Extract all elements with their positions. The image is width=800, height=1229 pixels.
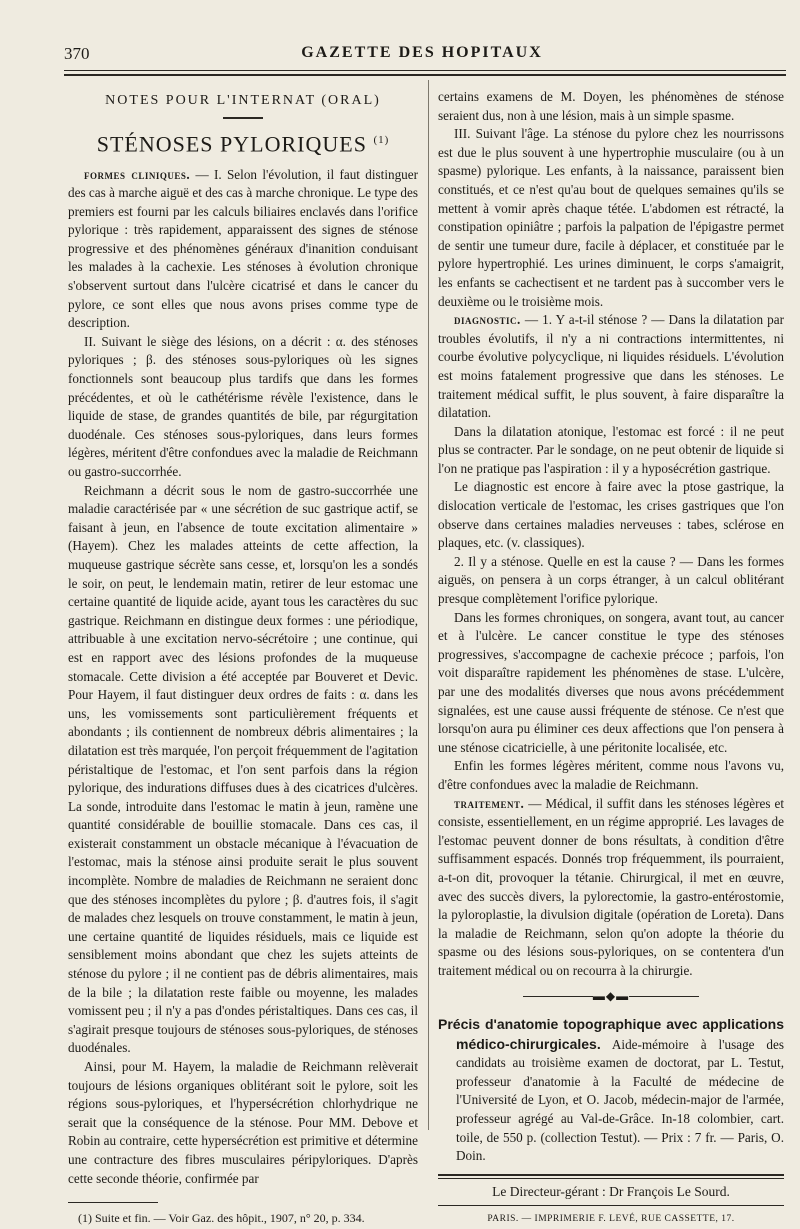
column-divider bbox=[428, 80, 429, 1130]
printer-line: PARIS. — IMPRIMERIE F. LEVÉ, RUE CASSETTE, 17. bbox=[487, 1214, 735, 1225]
paragraph-reichmann: Reichmann a décrit sous le nom de gastro-succorrhée une maladie caractérisée par « une sécrétion de suc gastrique actif, se faisant à jeun, en l'absence de toute excitation alimentaire » (Hayem). Chez les malades atteints de cette affection, la muqueuse gastrique sécrète sans cesse, et, lorsqu'on les a sondés le soir, on peut, le lendemain matin, retirer de leur estomac une certaine quantité de liquide acide, ayant tous les caractères du suc gastrique. Reichmann en distingue deux formes : une périodique, attribuable à une excitation nervo-sécrétoire ; une continue, qui est en rapport avec des lésions profondes de la muqueuse stomacale. Cette division a été acceptée par Bouveret et Devic. Pour Hayem, il faut distinguer deux ordres de faits : α. dans les uns, les vomissements sont particulièrement fréquents et abondants ; ils contiennent de nombreux débris alimentaires ; la dilatation est très marquée, l'on perçoit fréquemment de l'agitation péristaltique de l'estomac, et l'on sent parfois dans la région pylorique, des indurations diffuses dues à des cicatrices d'ulcères. La sonde, introduite dans l'estomac le matin à jeun, ramène une quantité considérable de bouillie stomacale. Dans ces cas, il existerait constamment un obstacle mécanique à l'évacuation de l'estomac, mais la sténose ainsi produite serait le plus souvent incomplète. Nombre de maladies de Reichmann ne seraient donc que des sténoses incomplètes du pylore ; β. d'autres fois, il s'agit de malades chez lesquels on trouve constamment, le matin à jeun, une certaine quantité de liquides résiduels, mais ce liquide est sensiblement moins abondant que chez les sujets atteints de sténose du pylore ; il ne contient pas de débris alimentaires, mais de la bile ; la dilatation reste faible ou moyenne, les malades vomissent peu ; il n'y a pas d'ondes péristaltiques. Dans ces cas, il s'agirait presque toujours de sténoses sous-pyloriques, de sténoses duodénales. bbox=[68, 482, 418, 1056]
section-title: NOTES POUR L'INTERNAT (ORAL) bbox=[105, 93, 381, 108]
paragraph-cause: 2. Il y a sténose. Quelle en est la cause ? — Dans les formes aiguës, on pensera à un corps étranger, à un calcul oblitérant presque complètement l'orifice pylorique. bbox=[438, 553, 784, 607]
article-title-text: STÉNOSES PYLORIQUES bbox=[96, 130, 367, 156]
paragraph-traitement bbox=[438, 795, 784, 981]
director-rule bbox=[438, 1205, 784, 1206]
article-title bbox=[68, 131, 418, 154]
paragraph-legeres: Enfin les formes légères méritent, comme nous l'avons vu, d'être confondues avec la maladie de Reichmann. bbox=[438, 758, 784, 792]
journal-title: GAZETTE DES HOPITAUX bbox=[301, 44, 543, 61]
paragraph-hayem: Ainsi, pour M. Hayem, la maladie de Reichmann relèverait toujours de lésions organiques oblitérant soit le pylore, soit les régions sous-pyloriques, et l'hypersécrétion chlorhydrique ne serait que la conséquence de la sténose. Pour MM. Debove et Robin au contraire, cette hypersécrétion est primitive et détermine une contracture des fibres musculaires péripyloriques. D'après cette seconde théorie, confirmée par bbox=[68, 1059, 418, 1186]
article-title-note: (1) bbox=[373, 133, 390, 146]
end-rule-thin bbox=[438, 1178, 784, 1179]
running-head bbox=[64, 44, 780, 66]
paragraph-text: — Médical, il suffit dans les sténoses légères et consiste, essentiellement, en un régime approprié. Les lavages de l'estomac peuvent donner de bons résultats, à condition d'être suffisamment espacés. Donnés trop fréquemment, ils pourraient, a-t-on dit, provoquer la tétanie. Chirurgical, il met en œuvre, avec des succès divers, la pylorectomie, la gastro-entérostomie, la pyloroplastie, la divulsion digitale (opération de Loreta). Dans la maladie de Reichmann, selon qu'on adopte la théorie du spasme ou des lésions sous-pyloriques, on se contentera d'un traitement médical ou on recourra à la chirurgie. bbox=[438, 795, 784, 978]
header-rule bbox=[64, 70, 786, 71]
paragraph-formes bbox=[68, 166, 418, 333]
paragraph-diagnostic bbox=[438, 311, 784, 423]
right-column bbox=[438, 88, 784, 1229]
ornament-divider: ▬◆▬ bbox=[438, 987, 784, 1006]
footnote: (1) Suite et fin. — Voir Gaz. des hôpit., 1907, n° 20, p. 334. bbox=[78, 1211, 365, 1226]
book-description: Aide-mémoire à l'usage des candidats au troisième examen de doctorat, par L. Testut, professeur d'anatomie à la Faculté de médecine de l'Université de Lyon, et O. Jacob, médecin-major de l'armée, professeur agrégé au Val-de-Grâce. In-18 colombier, cart. toile, de 550 p. (collection Testut). — Prix : 7 fr. — Paris, O. Doin. bbox=[456, 1036, 784, 1164]
page-number: 370 bbox=[64, 44, 90, 63]
book-title: Précis d'anatomie topographique avec applications médico-chirurgicales. bbox=[438, 1016, 784, 1052]
title-rule bbox=[223, 117, 263, 119]
book-review bbox=[438, 1015, 784, 1166]
end-rule bbox=[438, 1174, 784, 1176]
heading-traitement: traitement. bbox=[454, 795, 525, 811]
paragraph-ptose: Le diagnostic est encore à faire avec la ptose gastrique, la dislocation verticale de l'estomac, les crises gastriques que l'on observe dans certaines maladies nerveuses : tabes, sclérose en plaques, etc. (v. classiques). bbox=[438, 479, 784, 551]
heading-formes-cliniques: formes cliniques. bbox=[84, 166, 191, 182]
paragraph-doyen: certains examens de M. Doyen, les phénomènes de sténose seraient dus, non à une lésion, mais à un simple spasme. bbox=[438, 89, 784, 123]
footnote-rule bbox=[68, 1202, 158, 1203]
director-line: Le Directeur-gérant : Dr François Le Sourd. bbox=[492, 1183, 730, 1199]
paragraph-atonique: Dans la dilatation atonique, l'estomac est forcé : il ne peut plus se contracter. Par le sondage, on ne peut obtenir de liquide si l'on ne pratique pas l'aspiration : il y a hyposécrétion gastrique. bbox=[438, 423, 784, 476]
paragraph-text: — I. Selon l'évolution, il faut distinguer des cas à marche aiguë et des cas à marche chronique. Le type des premiers est fourni par les calculs biliaires enclavés dans l'orifice pylorique : très rapidement, apparaissent des signes de sténose progressive et des phénomènes généraux d'inanition conduisant les malades à la cachexie. Les sténoses à évolution chronique s'observent surtout dans l'ulcère cicatrisé et dans le cancer du pylore, ce sont elles que nous avons prises comme type de description. bbox=[68, 166, 419, 331]
paragraph-age: III. Suivant l'âge. La sténose du pylore chez les nourrissons est due le plus souvent à une hypertrophie musculaire (ou à un spasme) pylorique. Les enfants, à la naissance, paraissent bien constitués, et ce n'est qu'au bout de quelques semaines qu'ils se mettent à vomir après chaque tétée. L'abdomen est rétracté, la constipation opiniâtre ; parfois la palpation de l'épigastre permet de sentir une tumeur dure, facile à déplacer, et constituée par le pylore hypertrophié. Les urines diminuent, le corps s'amaigrit, les enfants se cachectisent et ne tardent pas à succomber vers le deuxième ou le troisième mois. bbox=[438, 126, 784, 309]
heading-diagnostic: diagnostic. bbox=[454, 312, 521, 328]
left-column bbox=[68, 88, 418, 1228]
paragraph-text: — 1. Y a-t-il sténose ? — Dans la dilatation par troubles évolutifs, il n'y a ni contractions intermittentes, ni courbe évolutive polycyclique, ni liquides résiduels. L'évolution est moins fatalement progressive que dans les sténoses. Le traitement médical suffit, le plus souvent, à faire disparaître la dilatation. bbox=[438, 312, 784, 421]
paragraph-chroniques: Dans les formes chroniques, on songera, avant tout, au cancer et à l'ulcère. Le cancer constitue le type des sténoses progressives, s'accompagne de cachexie précoce ; parfois, l'on voit disparaître rapidement les phénomènes de stase. L'ulcère, par une des modalités diverses que nous avons précédemment signalées, est une cause aussi fréquente de sténose. Ce n'est que lorsqu'on aura pu éliminer ces deux affections que l'on pensera à une sténose cicatricielle, à une péritonite localisée, etc. bbox=[438, 609, 784, 755]
paragraph-siege: II. Suivant le siège des lésions, on a décrit : α. des sténoses pyloriques ; β. des sténoses sous-pyloriques où les signes fonctionnels sont beaucoup plus tardifs que dans les formes précédentes, et où le cathétérisme révèle l'existence, dans le liquide de stase, de grandes quantités de bile, par régurgitation duodénale. Ces sténoses sous-pyloriques, dans leurs formes légères, méritent d'être confondues avec la maladie de Reichmann ou gastro-succorrhée. bbox=[68, 333, 418, 480]
header-rule-thick bbox=[64, 74, 786, 76]
